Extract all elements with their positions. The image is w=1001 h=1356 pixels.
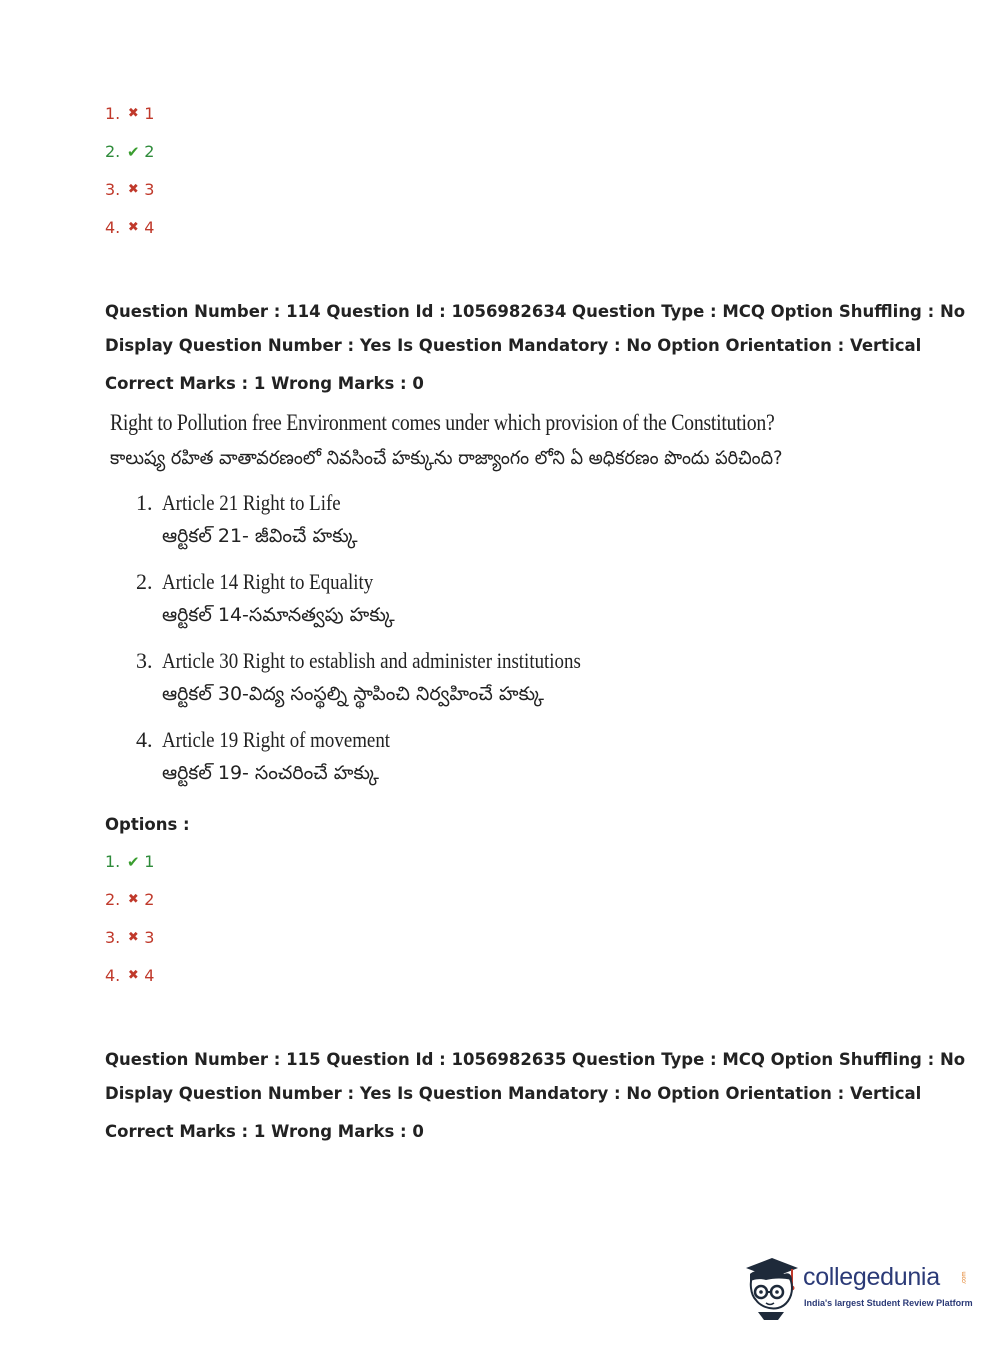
choice-english: Article 21 Right to Life bbox=[162, 490, 341, 515]
options-heading: Options : bbox=[105, 815, 190, 834]
question-meta-line2: Display Question Number : Yes Is Question Mandatory : No Option Orientation : Vertical bbox=[105, 1084, 922, 1103]
choice-number: 2. bbox=[136, 569, 153, 594]
option-number: 3. bbox=[105, 928, 121, 947]
choice-english: Article 30 Right to establish and administer institutions bbox=[162, 648, 581, 673]
option-number: 3. bbox=[105, 180, 121, 199]
question-text-english: Right to Pollution free Environment comes under which provision of the Constitution? bbox=[110, 410, 775, 435]
option-label: 2 bbox=[144, 142, 155, 161]
option-number: 1. bbox=[105, 104, 121, 123]
cross-icon: ✖ bbox=[127, 930, 139, 945]
option-label: 2 bbox=[144, 890, 155, 909]
brand-tagline: India's largest Student Review Platform bbox=[804, 1298, 973, 1308]
choice-number: 3. bbox=[136, 648, 153, 673]
cross-icon: ✖ bbox=[127, 892, 139, 907]
cross-icon: ✖ bbox=[127, 182, 139, 197]
option-row bbox=[105, 966, 154, 985]
brand-name: collegedunia bbox=[803, 1263, 940, 1291]
check-icon: ✔ bbox=[126, 142, 140, 161]
cross-icon: ✖ bbox=[127, 968, 139, 983]
question-marks: Correct Marks : 1 Wrong Marks : 0 bbox=[105, 374, 424, 393]
option-row bbox=[105, 104, 154, 123]
option-label: 4 bbox=[144, 966, 155, 985]
cross-icon: ✖ bbox=[127, 106, 139, 121]
choice-english: Article 14 Right to Equality bbox=[162, 569, 374, 594]
option-number: 1. bbox=[105, 852, 121, 871]
question-text-telugu: కాలుష్య రహిత వాతావరణంలో నివసించే హక్కును రాజ్యాంగం లోని ఏ అధికరణం పొందు పరిచింది? bbox=[110, 447, 783, 469]
question-meta-line1: Question Number : 114 Question Id : 1056982634 Question Type : MCQ Option Shuffling : No bbox=[105, 302, 966, 321]
brand-suffix: .com bbox=[961, 1271, 968, 1285]
choice-number: 1. bbox=[136, 490, 153, 515]
option-row bbox=[105, 142, 154, 161]
option-row bbox=[105, 928, 154, 947]
option-number: 2. bbox=[105, 142, 121, 161]
choice-telugu: ఆర్టికల్ 30-విద్య సంస్థల్ని స్థాపించి నిర్వహించే హక్కు bbox=[162, 683, 544, 705]
option-label: 3 bbox=[144, 180, 155, 199]
option-number: 4. bbox=[105, 218, 121, 237]
check-icon: ✔ bbox=[126, 852, 140, 871]
option-row bbox=[105, 180, 154, 199]
question-meta-line1: Question Number : 115 Question Id : 1056982635 Question Type : MCQ Option Shuffling : No bbox=[105, 1050, 966, 1069]
choice-english: Article 19 Right of movement bbox=[162, 727, 391, 752]
option-label: 1 bbox=[144, 104, 155, 123]
option-number: 4. bbox=[105, 966, 121, 985]
option-row bbox=[105, 852, 154, 871]
question-marks: Correct Marks : 1 Wrong Marks : 0 bbox=[105, 1122, 424, 1141]
option-number: 2. bbox=[105, 890, 121, 909]
choice-telugu: ఆర్టికల్ 14-సమానత్వపు హక్కు bbox=[162, 604, 395, 626]
option-label: 3 bbox=[144, 928, 155, 947]
choice-telugu: ఆర్టికల్ 19- సంచరించే హక్కు bbox=[162, 762, 379, 784]
option-row bbox=[105, 890, 154, 909]
question-meta-line2: Display Question Number : Yes Is Question Mandatory : No Option Orientation : Vertical bbox=[105, 336, 922, 355]
choice-number: 4. bbox=[136, 727, 153, 752]
option-label: 1 bbox=[144, 852, 155, 871]
option-label: 4 bbox=[144, 218, 155, 237]
choice-telugu: ఆర్టికల్ 21- జీవించే హక్కు bbox=[162, 525, 358, 547]
option-row bbox=[105, 218, 154, 237]
cross-icon: ✖ bbox=[127, 220, 139, 235]
